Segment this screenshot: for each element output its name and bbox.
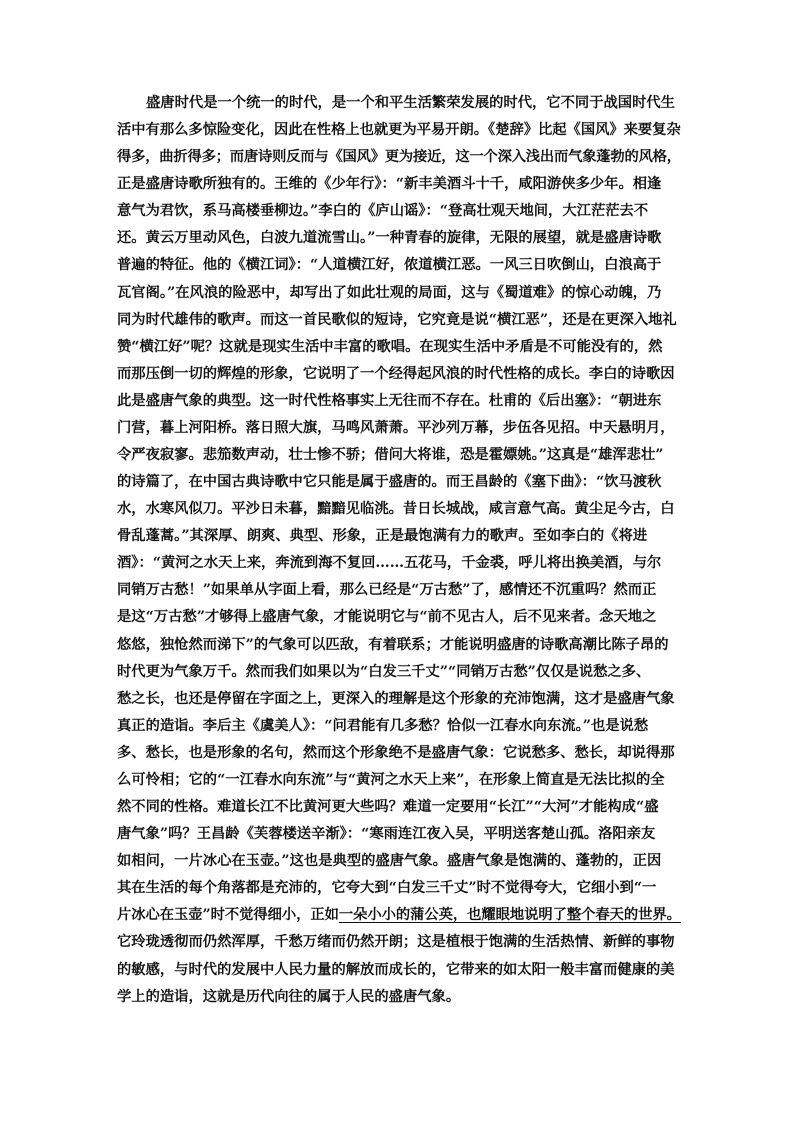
text-line: 时代更为气象万千。然而我们如果以为“白发三千丈”“同销万古愁”仅仅是说愁之多、 [117,663,651,680]
text-line: 水，水寒风似刀。平沙日未暮，黯黯见临洮。昔日长城战，咸言意气高。黄尘足今古，白 [117,501,675,518]
text-line: 的敏感，与时代的发展中人民力量的解放而成长的，它带来的如太阳一般丰富而健康的美 [117,961,675,978]
text-line: 悠悠，独怆然而涕下”的气象可以匹敌，有着联系；才能说明盛唐的诗歌高潮比陈子昂的 [117,636,669,653]
text-line: 还。黄云万里动风色，白波九道流雪山。”一种青春的旋律，无限的展望，就是盛唐诗歌 [117,230,662,247]
text-line: 多、愁长，也是形象的名句，然而这个形象绝不是盛唐气象：它说愁多、愁长，却说得那 [117,744,675,761]
text-line: 如相问，一片冰心在玉壶。”这也是典型的盛唐气象。盛唐气象是饱满的、蓬勃的，正因 [117,853,662,870]
text-line: 真正的造诣。李后主《虞美人》：“问君能有几多愁？恰似一江春水向东流。”也是说愁 [117,717,649,734]
text-line: 么可怜相；它的“一江春水向东流”与“黄河之水天上来”，在形象上简直是无法比拟的全 [117,771,665,788]
essay-paragraph [117,90,681,1011]
text-line: 门营，暮上河阳桥。落日照大旗，马鸣风萧萧。平沙列万幕，步伍各见招。中天悬明月， [117,419,675,436]
text-line: 同销万古愁！”如果单从字面上看，那么已经是“万古愁”了，感情还不沉重吗？然而正 [117,582,657,599]
text-line: 的诗篇了，在中国古典诗歌中它只能是属于盛唐的。而王昌龄的《塞下曲》：“饮马渡秋 [117,474,662,491]
text-line: 而那压倒一切的辉煌的形象，它说明了一个经得起风浪的时代性格的成长。李白的诗歌因 [117,365,675,382]
text-segment: 片冰心在玉壶”时不觉得细小，正如 [117,907,339,924]
text-line: 盛唐时代是一个统一的时代，是一个和平生活繁荣发展的时代，它不同于战国时代生 [146,95,675,111]
text-line: 活中有那么多惊险变化，因此在性格上也就更为平易开朗。《楚辞》比起《国风》来要复杂 [117,122,681,139]
text-line: 学上的造诣，这就是历代向往的属于人民的盛唐气象。 [117,988,461,1005]
text-line: 得多，曲折得多；而唐诗则反而与《国风》更为接近，这一个深入浅出而气象蓬勃的风格， [117,149,681,166]
underlined-text: 一朵小小的蒲公英，也耀眼地说明了整个春天的世界。 [338,907,681,924]
text-line: 愁之长，也还是停留在字面之上，更深入的理解是这个形象的充沛饱满，这才是盛唐气象 [117,690,675,707]
text-line: 正是盛唐诗歌所独有的。王维的《少年行》：“新丰美酒斗十千，咸阳游侠多少年。相逢 [117,176,662,193]
text-line: 是这“万古愁”才够得上盛唐气象，才能说明它与“前不见古人，后不见来者。念天地之 [117,609,657,626]
text-line: 赞“横江好”呢？这就是现实生活中丰富的歌唱。在现实生活中矛盾是不可能没有的，然 [117,338,663,355]
text-line: 同为时代雄伟的歌声。而这一首民歌似的短诗，它究竟是说“横江恶”，还是在更深入地礼 [117,311,677,328]
text-line: 其在生活的每个角落都是充沛的，它夸大到“白发三千丈”时不觉得夸大，它细小到“一 [117,880,657,897]
text-line: 意气为君饮，系马高楼垂柳边。”李白的《庐山谣》：“登高壮观天地间，大江茫茫去不 [117,203,649,220]
text-line: 骨乱蓬蒿。”其深厚、朗爽、典型、形象，正是最饱满有力的歌声。至如李白的《将进 [117,528,648,545]
text-line: 令严夜寂寥。悲笳数声动，壮士惨不骄；借问大将谁，恐是霍嫖姚。”这真是“雄浑悲壮” [117,447,664,464]
text-line: 普遍的特征。他的《横江词》：“人道横江好，侬道横江恶。一风三日吹倒山，白浪高于 [117,257,662,274]
text-line: 唐气象”吗？王昌龄《芙蓉楼送辛渐》：“寒雨连江夜入吴，平明送客楚山孤。洛阳亲友 [117,826,656,843]
text-line: 此是盛唐气象的典型。这一时代性格事实上无往而不存在。杜甫的《后出塞》：“朝进东 [117,392,662,409]
text-line: 然不同的性格。难道长江不比黄河更大些吗？难道一定要用“长江”“大河”才能构成“盛 [117,799,659,816]
text-line: 它玲珑透彻而仍然浑厚，千愁万绪而仍然开朗；这是植根于饱满的生活热情、新鲜的事物 [117,934,675,951]
text-line [117,902,681,929]
text-line: 瓦官阁。”在风浪的险恶中，却写出了如此壮观的局面，这与《蜀道难》的惊心动魄，乃 [117,284,662,301]
text-line: 酒》：“黄河之水天上来，奔流到海不复回……五花马，千金裘，呼儿将出换美酒，与尔 [117,555,662,572]
